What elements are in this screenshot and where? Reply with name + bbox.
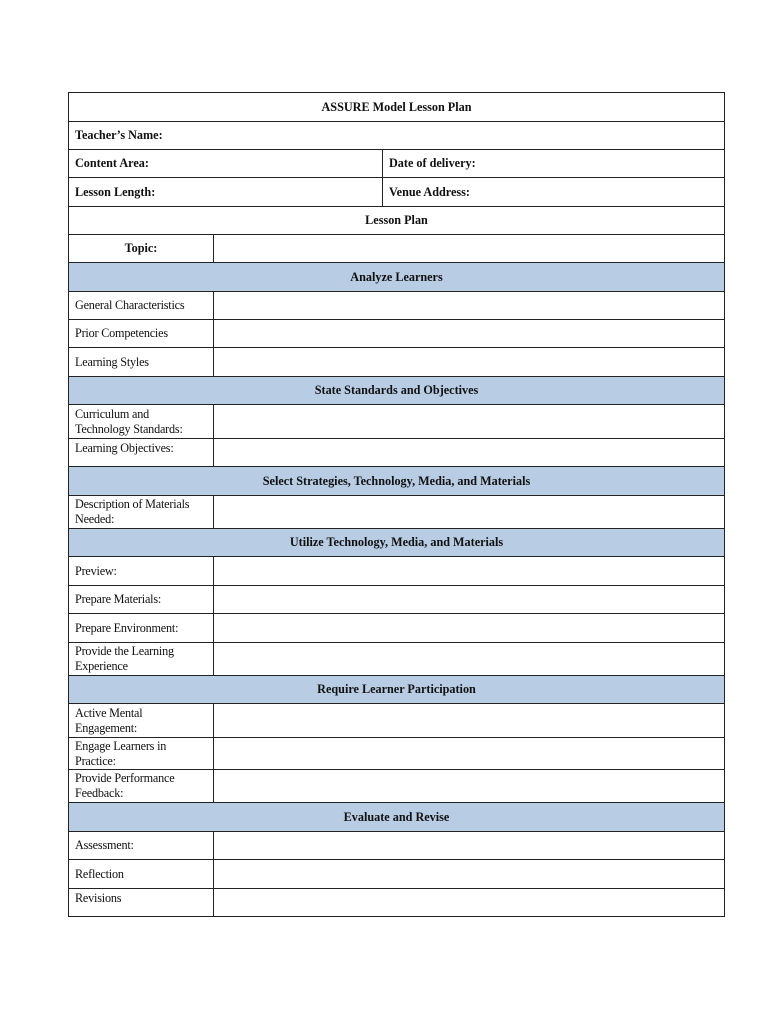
date-of-delivery-field[interactable]: Date of delivery: [383, 150, 725, 178]
learning-objectives-label: Learning Objectives: [69, 439, 214, 467]
materials-label-line1: Description of Materials [75, 497, 190, 511]
lesson-length-field[interactable]: Lesson Length: [69, 178, 383, 207]
section-select-strategies: Select Strategies, Technology, Media, and Materials [69, 467, 725, 496]
section-state-standards: State Standards and Objectives [69, 377, 725, 405]
content-area-field[interactable]: Content Area: [69, 150, 383, 178]
learning-objectives-input[interactable] [214, 439, 725, 467]
assessment-input[interactable] [214, 832, 725, 860]
mental-engagement-label [69, 704, 214, 738]
engage-practice-label [69, 738, 214, 770]
topic-label: Topic: [69, 235, 214, 263]
performance-feedback-label [69, 770, 214, 803]
mental-engagement-input[interactable] [214, 704, 725, 738]
experience-label-line2: Experience [75, 659, 128, 673]
feedback-label-line2: Feedback: [75, 786, 124, 800]
document-title: ASSURE Model Lesson Plan [69, 93, 725, 122]
curriculum-label-line2: Technology Standards: [75, 421, 183, 436]
topic-input[interactable] [214, 235, 725, 263]
general-characteristics-label: General Characteristics [69, 292, 214, 320]
reflection-input[interactable] [214, 860, 725, 889]
reflection-label: Reflection [69, 860, 214, 889]
feedback-label-line1: Provide Performance [75, 771, 175, 785]
venue-address-field[interactable]: Venue Address: [383, 178, 725, 207]
curriculum-label-line1: Curriculum and [75, 406, 150, 421]
mental-label-line1: Active Mental [75, 705, 143, 720]
engage-practice-input[interactable] [214, 738, 725, 770]
teacher-name-field[interactable]: Teacher’s Name: [69, 122, 725, 150]
section-evaluate-revise: Evaluate and Revise [69, 803, 725, 832]
prepare-materials-input[interactable] [214, 586, 725, 614]
prior-competencies-label: Prior Competencies [69, 320, 214, 348]
prepare-environment-input[interactable] [214, 614, 725, 643]
assessment-label: Assessment: [69, 832, 214, 860]
experience-label-line1: Provide the Learning [75, 644, 174, 658]
materials-description-label [69, 496, 214, 529]
revisions-input[interactable] [214, 889, 725, 917]
learning-styles-input[interactable] [214, 348, 725, 377]
section-require-participation: Require Learner Participation [69, 676, 725, 704]
curriculum-standards-input[interactable] [214, 405, 725, 439]
lesson-plan-table [68, 92, 725, 917]
preview-input[interactable] [214, 557, 725, 586]
prepare-environment-label: Prepare Environment: [69, 614, 214, 643]
mental-label-line2: Engagement: [75, 720, 138, 735]
curriculum-standards-label [69, 405, 214, 439]
learning-experience-label [69, 643, 214, 676]
practice-label-line2: Practice: [75, 753, 116, 768]
learning-styles-label: Learning Styles [69, 348, 214, 377]
prepare-materials-label: Prepare Materials: [69, 586, 214, 614]
practice-label-line1: Engage Learners in [75, 738, 167, 753]
materials-label-line2: Needed: [75, 512, 115, 526]
preview-label: Preview: [69, 557, 214, 586]
section-utilize-technology: Utilize Technology, Media, and Materials [69, 529, 725, 557]
materials-description-input[interactable] [214, 496, 725, 529]
general-characteristics-input[interactable] [214, 292, 725, 320]
section-analyze-learners: Analyze Learners [69, 263, 725, 292]
prior-competencies-input[interactable] [214, 320, 725, 348]
revisions-label: Revisions [69, 889, 214, 917]
performance-feedback-input[interactable] [214, 770, 725, 803]
learning-experience-input[interactable] [214, 643, 725, 676]
lesson-plan-heading: Lesson Plan [69, 207, 725, 235]
